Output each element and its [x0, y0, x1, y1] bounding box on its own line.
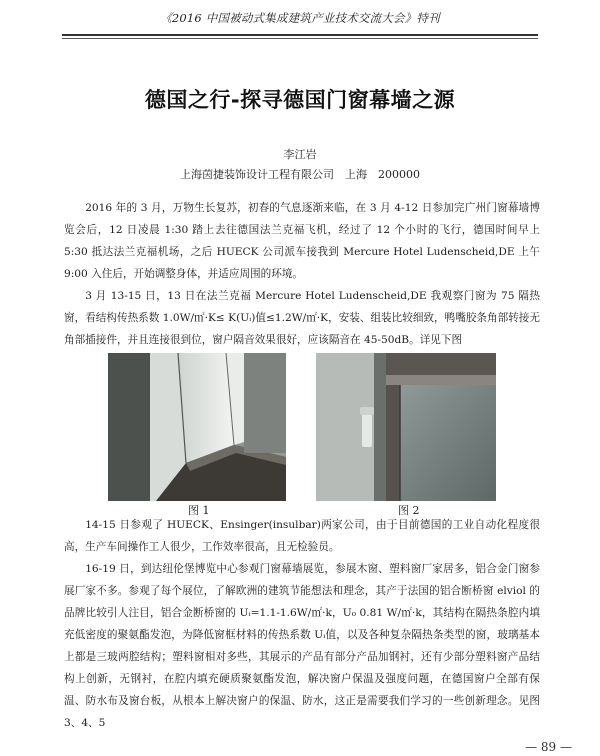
window-handle-photo-2	[316, 353, 496, 501]
paragraph-arrival: 2016 年的 3 月，万物生长复苏，初春的气息逐渐来临，在 3 月 4-12 日参加完广州门窗幕墙博览会后，12 日凌晨 1:30 踏上去往德国法兰克福飞机，经过了 12 个小时的飞行，德国时间早上 5:30 抵达法兰克福机场，之后 HUECK 公司派车接我到 Mercure Hotel Ludenscheid,DE 上午 9:00 入住后，开始调整身体，并适应周围的环境。	[64, 202, 540, 280]
body-text-before-figures	[64, 197, 540, 351]
page-number: — 89 —	[525, 740, 572, 754]
author-affiliation: 上海茵捷装饰设计工程有限公司 上海 200000	[180, 168, 420, 181]
figure-1-caption: 图 1	[188, 504, 210, 517]
figure-2-window-handle-photo	[316, 353, 496, 501]
paragraph-company-visits: 14-15 日参观了 HUECK、Ensinger(insulbar)两家公司，由于目前德国的工业自动化程度很高，生产车间操作工人很少，工作效率很高，且无检验员。	[64, 519, 540, 553]
window-frame-photo-1	[108, 353, 286, 501]
author-name: 李江岩	[283, 148, 317, 161]
figure-2-caption: 图 2	[398, 504, 420, 517]
paragraph-nuremberg-fair: 16-19 日，到达纽伦堡博览中心参观门窗幕墙展览，参展木窗、塑料窗厂家居多，铝合金门窗参展厂家不多。参观了每个展位，了解欧洲的建筑节能想法和理念，其产于法国的铝合断桥窗 elviol 的品牌比较引人注目，铝合金断桥窗的 Uᵢ=1.1-1.6W/㎡·k，U₀ 0.81 W/㎡·k，其结构在隔热条腔内填充低密度的聚氨酯发泡，为降低窗框材料的传热系数 Uᵢ值，以及各种复杂隔热条类型的窗，玻璃基本上都是三玻两腔结构；塑料窗相对多些，其展示的产品有部分产品加钢衬，还有少部分塑料窗产品结构上创新，无钢衬，在腔内填充硬质聚氨酯发泡，解决窗户保温及强度问题，在德国窗户全部有保温、防水布及窗台板，从根本上解决窗户的保温、防水，这正是需要我们学习的一些创新理念。见图 3、4、5	[64, 563, 540, 729]
paragraph-hotel-window: 3 月 13-15 日，13 日在法兰克福 Mercure Hotel Ludenscheid,DE 我观察门窗为 75 隔热窗，看结构传热系数 1.0W/㎡·K≤ K(Uᵢ)值≤1.2W/㎡·K，安装、组装比较细致，鸭嘴胶条角部转接无角部插接件，并且连接很到位，窗户隔音效果很好，应该隔音在 45-50dB。详见下图	[64, 290, 540, 346]
body-text-after-figures	[64, 514, 540, 734]
running-header: 《2016 中国被动式集成建筑产业技术交流大会》特刊	[160, 11, 440, 25]
article-title: 德国之行-探寻德国门窗幕墙之源	[144, 88, 456, 112]
header-rule-thin	[62, 38, 538, 39]
header-rule	[62, 34, 538, 36]
figure-1-window-frame-photo	[108, 353, 286, 501]
